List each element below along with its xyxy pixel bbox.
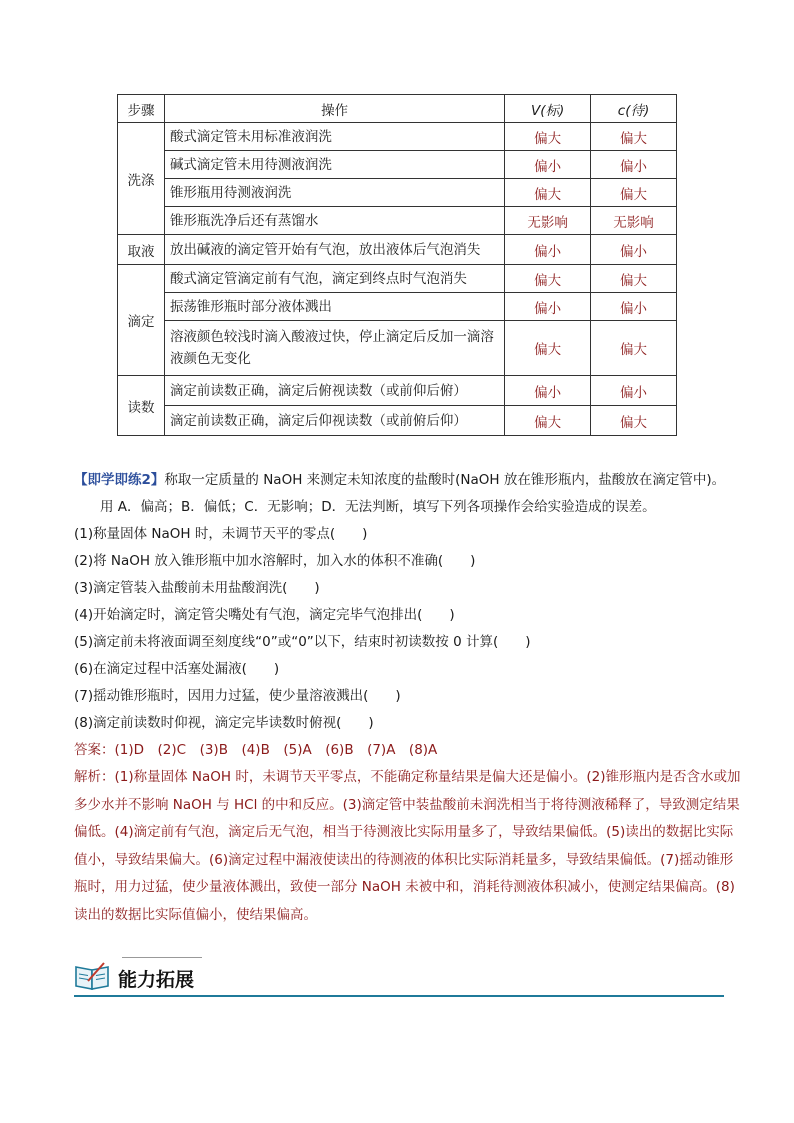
operation-cell: 溶液颜色较浅时滴入酸液过快，停止滴定后反加一滴溶液颜色无变化 — [164, 321, 504, 376]
c-cell: 偏小 — [591, 376, 677, 406]
v-cell: 偏小 — [505, 293, 591, 321]
exercise-stem-text: 称取一定质量的 NaOH 来测定未知浓度的盐酸时(NaOH 放在锥形瓶内，盐酸放在滴定管中)。 — [164, 472, 726, 488]
error-analysis-table — [117, 94, 677, 436]
question-item: (4)开始滴定时，滴定管尖嘴处有气泡，滴定完毕气泡排出( ) — [74, 607, 455, 623]
v-cell: 偏小 — [505, 151, 591, 179]
c-cell: 偏小 — [591, 235, 677, 265]
question-item: (7)摇动锥形瓶时，因用力过猛，使少量溶液溅出( ) — [74, 688, 401, 704]
c-cell: 偏大 — [591, 265, 677, 293]
header-step: 步骤 — [118, 95, 165, 123]
v-cell: 无影响 — [505, 207, 591, 235]
operation-cell: 锥形瓶洗净后还有蒸馏水 — [164, 207, 504, 235]
v-cell: 偏小 — [505, 376, 591, 406]
step-cell: 读数 — [118, 376, 165, 436]
analysis-paragraph: 解析：(1)称量固体 NaOH 时，未调节天平零点，不能确定称量结果是偏大还是偏小。(2)锥形瓶内是否含水或加多少水并不影响 NaOH 与 HCl 的中和反应。(3)滴定管中装盐酸前未润洗相当于将待测液稀释了，导致测定结果偏低。(4)滴定前有气泡，滴定后无气泡，相当于待测液比实际用量多了，导致结果偏低。(5)读出的数据比实际值小，导致结果偏大。(6)滴定过程中漏液使读出的待测液的体积比实际消耗量多，导致结果偏低。(7)摇动锥形瓶时，用力过猛，使少量液体溅出，致使一部分 NaOH 未被中和，消耗待测液体积减小，使测定结果偏高。(8)读出的数据比实际值偏小，使结果偏高。 — [74, 769, 741, 923]
c-cell: 偏大 — [591, 123, 677, 151]
table-row — [118, 179, 677, 207]
step-cell: 取液 — [118, 235, 165, 265]
question-item: (1)称量固体 NaOH 时，未调节天平的零点( ) — [74, 526, 368, 542]
exercise-instruction: 用 A．偏高；B．偏低；C．无影响；D．无法判断，填写下列各项操作会给实验造成的误差。 — [100, 499, 656, 515]
v-cell: 偏大 — [505, 406, 591, 436]
table-row — [118, 123, 677, 151]
question-item: (8)滴定前读数时仰视，滴定完毕读数时俯视( ) — [74, 715, 374, 731]
v-cell: 偏大 — [505, 123, 591, 151]
operation-cell: 酸式滴定管未用标准液润洗 — [164, 123, 504, 151]
v-cell: 偏大 — [505, 265, 591, 293]
c-cell: 偏大 — [591, 321, 677, 376]
header-v-standard: V(标) — [505, 95, 591, 123]
table-row — [118, 265, 677, 293]
exercise-stem — [74, 467, 744, 494]
section-title: 能力拓展 — [118, 969, 195, 991]
table-row — [118, 151, 677, 179]
table-row — [118, 207, 677, 235]
operation-cell: 放出碱液的滴定管开始有气泡，放出液体后气泡消失 — [164, 235, 504, 265]
exercise-tag: 【即学即练2】 — [74, 472, 165, 488]
section-underline — [74, 995, 724, 997]
table-row — [118, 293, 677, 321]
header-operation: 操作 — [164, 95, 504, 123]
question-item: (6)在滴定过程中活塞处漏液( ) — [74, 661, 280, 677]
operation-cell: 锥形瓶用待测液润洗 — [164, 179, 504, 207]
step-cell: 滴定 — [118, 265, 165, 376]
answer-line: 答案：(1)D (2)C (3)B (4)B (5)A (6)B (7)A (8)A — [74, 742, 438, 758]
question-item: (3)滴定管装入盐酸前未用盐酸润洗( ) — [74, 580, 320, 596]
v-cell: 偏小 — [505, 235, 591, 265]
table-header-row — [118, 95, 677, 123]
header-c-unknown: c(待) — [591, 95, 677, 123]
table-row — [118, 376, 677, 406]
c-cell: 无影响 — [591, 207, 677, 235]
question-item: (5)滴定前未将液面调至刻度线“0”或“0”以下，结束时初读数按 0 计算( ) — [74, 634, 531, 650]
table-row — [118, 235, 677, 265]
table-row — [118, 406, 677, 436]
c-cell: 偏大 — [591, 406, 677, 436]
step-cell: 洗涤 — [118, 123, 165, 235]
c-cell: 偏小 — [591, 151, 677, 179]
section-header — [74, 957, 724, 997]
v-cell: 偏大 — [505, 321, 591, 376]
section-top-rule — [122, 957, 202, 958]
v-cell: 偏大 — [505, 179, 591, 207]
table-row — [118, 321, 677, 376]
operation-cell: 酸式滴定管滴定前有气泡，滴定到终点时气泡消失 — [164, 265, 504, 293]
c-cell: 偏大 — [591, 179, 677, 207]
exercise-block — [74, 467, 744, 929]
operation-cell: 滴定前读数正确，滴定后仰视读数（或前俯后仰） — [164, 406, 504, 436]
operation-cell: 碱式滴定管未用待测液润洗 — [164, 151, 504, 179]
operation-cell: 振荡锥形瓶时部分液体溅出 — [164, 293, 504, 321]
question-item: (2)将 NaOH 放入锥形瓶中加水溶解时，加入水的体积不准确( ) — [74, 553, 476, 569]
operation-cell: 滴定前读数正确，滴定后俯视读数（或前仰后俯） — [164, 376, 504, 406]
book-pen-icon — [74, 961, 112, 991]
c-cell: 偏小 — [591, 293, 677, 321]
